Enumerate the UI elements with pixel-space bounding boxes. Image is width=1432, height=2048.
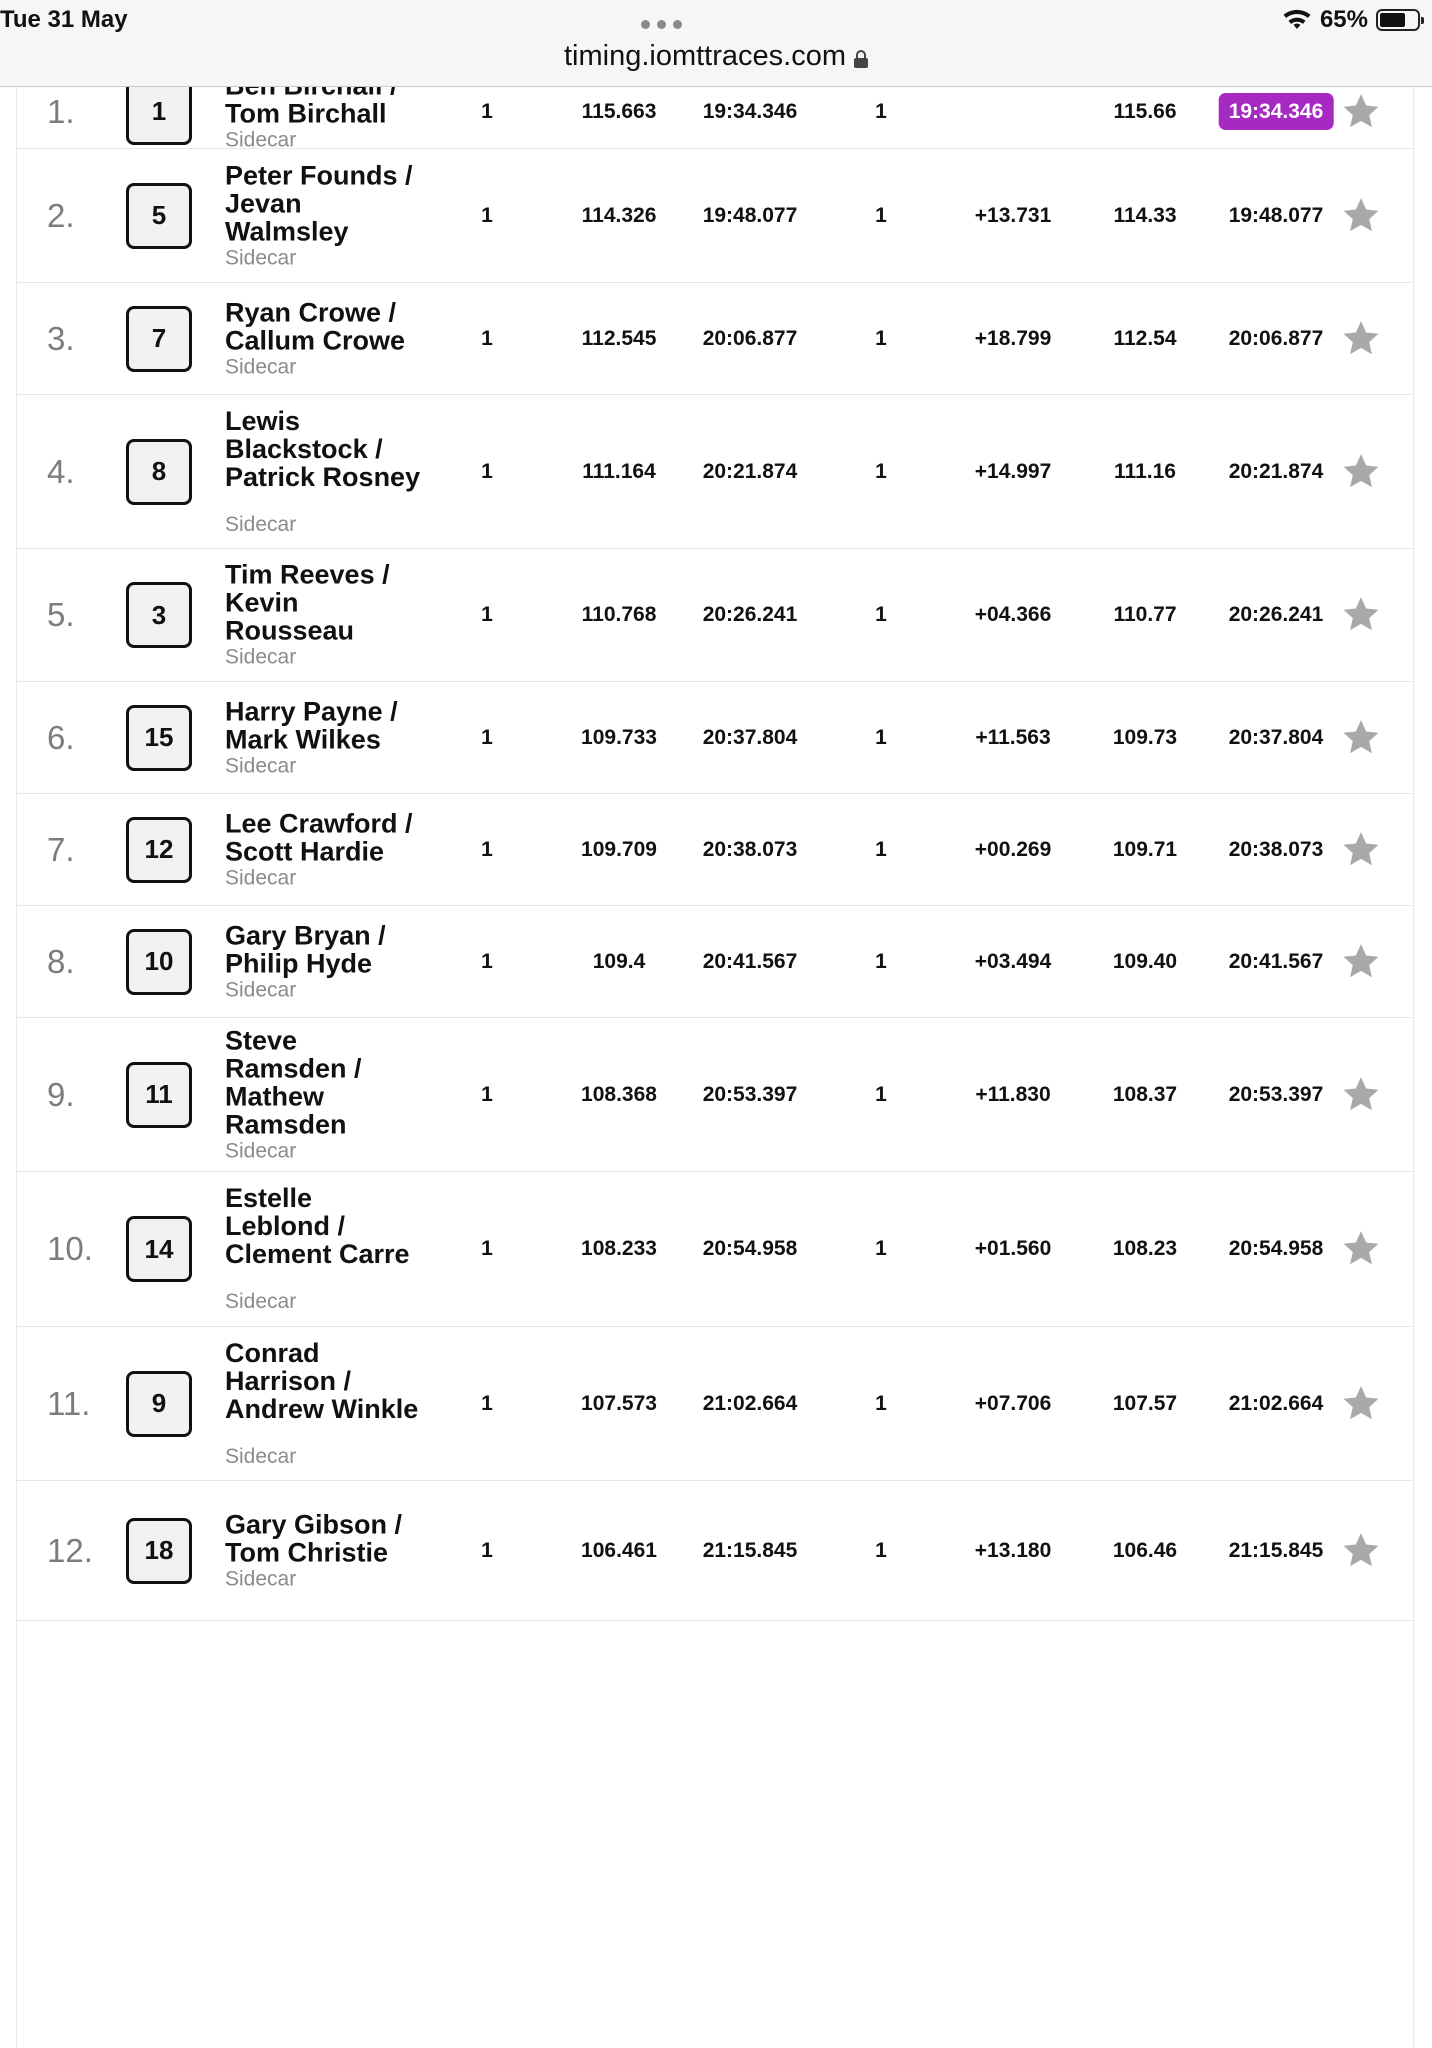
best-lap-value: 19:48.077 bbox=[1228, 203, 1324, 227]
position: 8. bbox=[47, 942, 75, 980]
table-row[interactable] bbox=[17, 794, 1413, 906]
current-lap: 1 bbox=[875, 1082, 887, 1106]
table-row[interactable] bbox=[17, 395, 1413, 549]
best-lap-value: 20:21.874 bbox=[1228, 459, 1324, 483]
table-row[interactable] bbox=[17, 1481, 1413, 1621]
race-number: 11 bbox=[126, 1062, 192, 1128]
lap-speed: 108.37 bbox=[1112, 1082, 1178, 1106]
rider-name[interactable]: Steve Ramsden / Mathew Ramsden bbox=[225, 1025, 362, 1139]
laps-completed: 1 bbox=[481, 326, 493, 350]
table-row[interactable] bbox=[17, 682, 1413, 794]
current-lap: 1 bbox=[875, 949, 887, 973]
lap-speed: 115.66 bbox=[1113, 99, 1177, 123]
rider-info bbox=[225, 1184, 445, 1314]
laps-completed: 1 bbox=[481, 949, 493, 973]
best-lap-value: 21:02.664 bbox=[1228, 1391, 1324, 1415]
rider-class: Sidecar bbox=[225, 978, 297, 1001]
lap-speed: 111.16 bbox=[1114, 459, 1176, 483]
rider-info bbox=[225, 298, 445, 379]
rider-name[interactable]: Peter Founds / Jevan Walmsley bbox=[225, 160, 413, 246]
race-number: 14 bbox=[126, 1216, 192, 1282]
race-number: 18 bbox=[126, 1518, 192, 1584]
rider-info bbox=[225, 1510, 445, 1591]
lap-speed: 106.46 bbox=[1112, 1538, 1178, 1562]
best-lap-time bbox=[1229, 327, 1324, 351]
race-time: 20:41.567 bbox=[702, 949, 798, 973]
average-speed: 114.326 bbox=[581, 203, 657, 227]
star-favorite-icon[interactable] bbox=[1340, 1383, 1382, 1425]
race-time: 20:38.073 bbox=[702, 837, 798, 861]
best-lap-value: 20:37.804 bbox=[1228, 725, 1324, 749]
laps-completed: 1 bbox=[481, 99, 493, 123]
lap-speed: 114.33 bbox=[1113, 203, 1177, 227]
battery-icon bbox=[1376, 9, 1420, 31]
rider-info bbox=[225, 921, 445, 1002]
star-favorite-icon[interactable] bbox=[1340, 451, 1382, 493]
race-time: 19:34.346 bbox=[702, 99, 798, 123]
star-favorite-icon[interactable] bbox=[1340, 829, 1382, 871]
rider-class: Sidecar bbox=[225, 1139, 297, 1162]
race-time: 21:02.664 bbox=[702, 1391, 798, 1415]
lap-speed: 112.54 bbox=[1113, 326, 1177, 350]
race-number: 3 bbox=[126, 582, 192, 648]
best-lap-value: 21:15.845 bbox=[1228, 1538, 1324, 1562]
star-favorite-icon[interactable] bbox=[1340, 195, 1382, 237]
laps-completed: 1 bbox=[481, 725, 493, 749]
results-table bbox=[16, 87, 1414, 2048]
star-favorite-icon[interactable] bbox=[1340, 1074, 1382, 1116]
position: 4. bbox=[47, 452, 75, 490]
current-lap: 1 bbox=[875, 99, 887, 123]
gap: +00.269 bbox=[974, 837, 1052, 861]
gap: +01.560 bbox=[974, 1237, 1052, 1260]
rider-name[interactable]: Lee Crawford / Scott Hardie bbox=[225, 808, 413, 866]
rider-name[interactable]: Estelle Leblond / Clement Carre bbox=[225, 1183, 410, 1269]
gap: +11.563 bbox=[975, 725, 1051, 749]
position: 10. bbox=[47, 1230, 93, 1267]
position: 11. bbox=[47, 1384, 91, 1422]
best-lap-time bbox=[1229, 950, 1324, 974]
position: 2. bbox=[47, 196, 75, 234]
rider-class: Sidecar bbox=[225, 512, 297, 536]
best-lap-value: 19:34.346 bbox=[1219, 93, 1334, 130]
average-speed: 112.545 bbox=[581, 326, 657, 350]
race-time: 21:15.845 bbox=[702, 1538, 798, 1562]
race-time: 20:21.874 bbox=[702, 459, 798, 483]
rider-class: Sidecar bbox=[225, 1290, 297, 1313]
race-time: 19:48.077 bbox=[702, 203, 798, 227]
race-time: 20:53.397 bbox=[702, 1082, 798, 1106]
race-time: 20:54.958 bbox=[702, 1237, 798, 1260]
lap-speed: 110.77 bbox=[1113, 603, 1177, 626]
laps-completed: 1 bbox=[481, 1237, 493, 1260]
race-number: 12 bbox=[126, 817, 192, 883]
laps-completed: 1 bbox=[481, 1082, 493, 1106]
average-speed: 107.573 bbox=[581, 1391, 657, 1415]
best-lap-value: 20:54.958 bbox=[1228, 1237, 1324, 1260]
star-favorite-icon[interactable] bbox=[1340, 717, 1382, 759]
rider-name[interactable]: Tim Reeves / Kevin Rousseau bbox=[225, 559, 390, 646]
best-lap-time bbox=[1229, 1392, 1324, 1416]
table-row[interactable] bbox=[17, 1172, 1413, 1327]
lap-speed: 108.23 bbox=[1112, 1237, 1178, 1260]
race-time: 20:06.877 bbox=[702, 326, 798, 350]
battery-percent: 65% bbox=[1319, 6, 1368, 33]
rider-info bbox=[225, 1026, 445, 1163]
best-lap-time bbox=[1229, 838, 1324, 862]
rider-info bbox=[225, 809, 445, 890]
lap-speed: 109.40 bbox=[1112, 949, 1178, 973]
status-date: Tue 31 May bbox=[0, 6, 128, 33]
table-row[interactable] bbox=[17, 149, 1413, 283]
rider-info bbox=[225, 1339, 445, 1469]
browser-top-bar bbox=[0, 0, 1432, 87]
rider-name[interactable]: Gary Bryan / Philip Hyde bbox=[225, 920, 386, 978]
current-lap: 1 bbox=[875, 203, 887, 227]
rider-info bbox=[225, 697, 445, 778]
table-row[interactable] bbox=[17, 1018, 1413, 1172]
position: 5. bbox=[47, 596, 75, 633]
position: 7. bbox=[47, 830, 75, 868]
best-lap-time bbox=[1229, 603, 1324, 627]
average-speed: 110.768 bbox=[581, 603, 657, 626]
rider-info bbox=[225, 161, 445, 270]
laps-completed: 1 bbox=[481, 1391, 493, 1415]
lap-speed: 107.57 bbox=[1112, 1391, 1178, 1415]
table-row[interactable] bbox=[17, 1327, 1413, 1481]
rider-info bbox=[225, 407, 445, 537]
table-row[interactable] bbox=[17, 283, 1413, 395]
current-lap: 1 bbox=[875, 603, 887, 626]
star-favorite-icon[interactable] bbox=[1340, 941, 1382, 983]
star-favorite-icon[interactable] bbox=[1340, 1228, 1382, 1270]
best-lap-time bbox=[1229, 460, 1324, 484]
best-lap-time bbox=[1229, 1539, 1324, 1563]
star-favorite-icon[interactable] bbox=[1340, 594, 1382, 636]
gap: +04.366 bbox=[974, 603, 1052, 626]
gap: +13.731 bbox=[974, 203, 1052, 227]
laps-completed: 1 bbox=[481, 603, 493, 626]
position: 6. bbox=[47, 718, 75, 756]
average-speed: 111.164 bbox=[582, 459, 656, 483]
rider-class: Sidecar bbox=[225, 1444, 297, 1468]
average-speed: 108.233 bbox=[581, 1237, 657, 1260]
rider-class: Sidecar bbox=[225, 866, 297, 889]
average-speed: 108.368 bbox=[581, 1082, 657, 1106]
rider-name[interactable]: Conrad Harrison / Andrew Winkle bbox=[225, 1337, 419, 1424]
race-number: 1 bbox=[126, 79, 192, 145]
star-favorite-icon[interactable] bbox=[1340, 1530, 1382, 1572]
rider-name[interactable]: Tom Birchall bbox=[225, 98, 387, 128]
race-number: 7 bbox=[126, 306, 192, 372]
rider-class: Sidecar bbox=[225, 355, 297, 378]
best-lap-time bbox=[1229, 1237, 1324, 1261]
best-lap-time bbox=[1229, 1083, 1324, 1107]
url-text: timing.iomttraces.com bbox=[563, 40, 846, 72]
gap: +11.830 bbox=[975, 1082, 1051, 1106]
current-lap: 1 bbox=[875, 837, 887, 861]
lap-speed: 109.71 bbox=[1112, 837, 1178, 861]
gap: +03.494 bbox=[974, 949, 1052, 973]
rider-class: Sidecar bbox=[225, 128, 297, 151]
average-speed: 109.709 bbox=[581, 837, 657, 861]
best-lap-time bbox=[1229, 726, 1324, 750]
wifi-icon bbox=[1282, 8, 1312, 32]
best-lap-time bbox=[1219, 100, 1334, 124]
position: 3. bbox=[47, 319, 75, 357]
status-indicators bbox=[1282, 6, 1420, 34]
best-lap-value: 20:38.073 bbox=[1228, 837, 1324, 861]
rider-class: Sidecar bbox=[225, 246, 297, 269]
race-number: 8 bbox=[126, 439, 192, 505]
race-time: 20:37.804 bbox=[702, 725, 798, 749]
laps-completed: 1 bbox=[481, 837, 493, 861]
best-lap-value: 20:53.397 bbox=[1228, 1082, 1324, 1106]
race-number: 15 bbox=[126, 705, 192, 771]
position: 9. bbox=[47, 1075, 75, 1113]
best-lap-value: 20:26.241 bbox=[1228, 603, 1324, 626]
current-lap: 1 bbox=[875, 725, 887, 749]
address-bar[interactable] bbox=[0, 40, 1432, 73]
race-number: 10 bbox=[126, 929, 192, 995]
best-lap-time bbox=[1229, 204, 1324, 228]
star-favorite-icon[interactable] bbox=[1340, 318, 1382, 360]
best-lap-value: 20:06.877 bbox=[1228, 326, 1324, 350]
best-lap-value: 20:41.567 bbox=[1228, 949, 1324, 973]
rider-name[interactable]: Lewis Blackstock / Patrick Rosney bbox=[225, 405, 421, 492]
laps-completed: 1 bbox=[481, 1538, 493, 1562]
star-favorite-icon[interactable] bbox=[1340, 91, 1382, 133]
more-dots-icon[interactable] bbox=[641, 20, 682, 29]
position: 12. bbox=[47, 1531, 93, 1569]
table-row[interactable] bbox=[17, 906, 1413, 1018]
rider-name[interactable]: Gary Gibson / Tom Christie bbox=[225, 1509, 403, 1567]
race-time: 20:26.241 bbox=[702, 603, 798, 626]
rider-info bbox=[225, 561, 445, 670]
gap: +13.180 bbox=[974, 1538, 1052, 1562]
gap: +18.799 bbox=[974, 326, 1052, 350]
current-lap: 1 bbox=[875, 326, 887, 350]
race-number: 5 bbox=[126, 183, 192, 249]
current-lap: 1 bbox=[875, 459, 887, 483]
rider-name[interactable]: Harry Payne / Mark Wilkes bbox=[225, 696, 398, 754]
laps-completed: 1 bbox=[481, 459, 493, 483]
current-lap: 1 bbox=[875, 1538, 887, 1562]
average-speed: 109.733 bbox=[581, 725, 657, 749]
lock-icon bbox=[854, 50, 868, 68]
current-lap: 1 bbox=[875, 1391, 887, 1415]
lap-speed: 109.73 bbox=[1112, 725, 1178, 749]
average-speed: 106.461 bbox=[581, 1538, 657, 1562]
current-lap: 1 bbox=[875, 1237, 887, 1260]
laps-completed: 1 bbox=[481, 203, 493, 227]
rider-name[interactable]: Ryan Crowe / Callum Crowe bbox=[225, 297, 406, 355]
race-number: 9 bbox=[126, 1371, 192, 1437]
rider-class: Sidecar bbox=[225, 645, 297, 669]
gap: +07.706 bbox=[974, 1391, 1052, 1415]
position: 1. bbox=[47, 92, 75, 130]
table-row[interactable] bbox=[17, 549, 1413, 682]
average-speed: 109.4 bbox=[592, 949, 646, 973]
rider-class: Sidecar bbox=[225, 1567, 297, 1590]
gap: +14.997 bbox=[974, 459, 1052, 483]
average-speed: 115.663 bbox=[581, 99, 657, 123]
rider-class: Sidecar bbox=[225, 754, 297, 777]
